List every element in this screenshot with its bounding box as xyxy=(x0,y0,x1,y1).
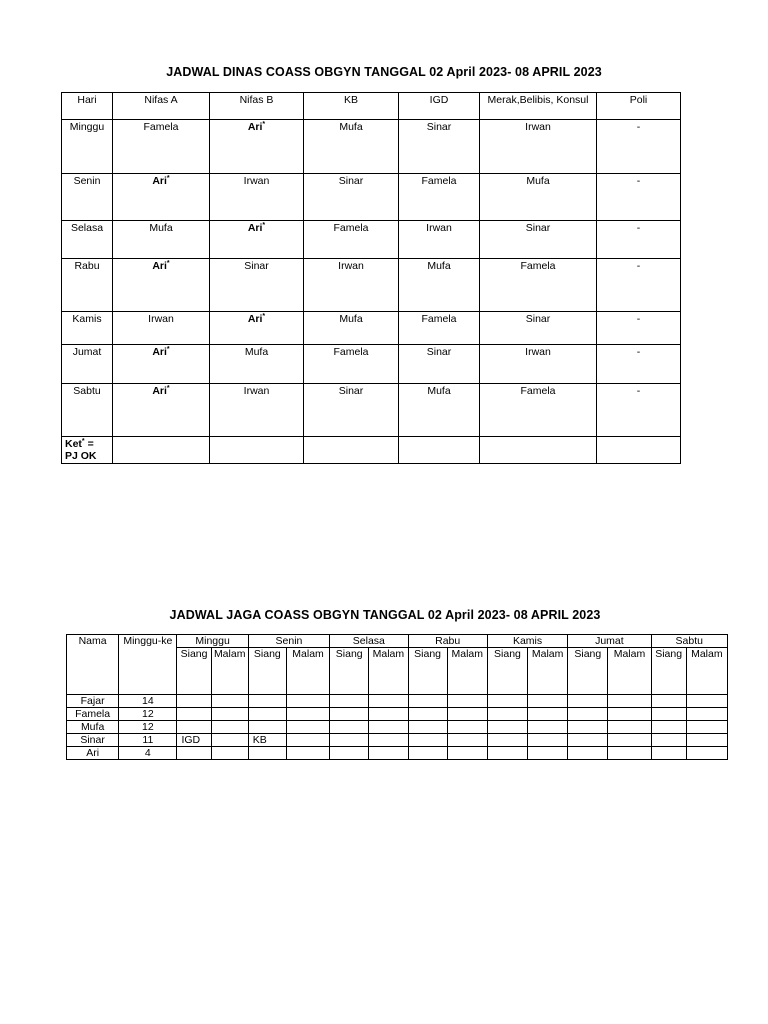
schedule-cell xyxy=(210,221,304,259)
duty-shift-cell xyxy=(211,747,248,760)
duty-shift-cell xyxy=(651,747,686,760)
schedule-header-cell: Nifas B xyxy=(210,93,304,120)
schedule-note-empty-cell xyxy=(210,437,304,464)
schedule-header-cell: Merak,Belibis, Konsul xyxy=(480,93,597,120)
schedule-cell-name: Ari* xyxy=(152,175,170,187)
note-line-2: PJ OK xyxy=(65,450,97,462)
duty-shift-cell xyxy=(568,695,608,708)
schedule-cell-name: Ari* xyxy=(152,346,170,358)
duty-shift-cell xyxy=(528,747,568,760)
schedule-cell: Sinar xyxy=(304,384,399,437)
pj-ok-marker: * xyxy=(81,438,85,445)
schedule-cell: Mufa xyxy=(304,120,399,174)
schedule-cell-name: Ari* xyxy=(152,260,170,272)
schedule-cell: - xyxy=(597,384,681,437)
schedule-row xyxy=(62,221,681,259)
duty-week-cell: 12 xyxy=(119,721,177,734)
schedule-day-cell: Minggu xyxy=(62,120,113,174)
schedule-header-cell: Hari xyxy=(62,93,113,120)
duty-shift-cell xyxy=(211,708,248,721)
schedule-cell xyxy=(113,384,210,437)
schedule-row xyxy=(62,312,681,345)
schedule-cell: Sinar xyxy=(210,259,304,312)
schedule-table xyxy=(61,92,681,464)
schedule-note-cell xyxy=(62,437,113,464)
duty-subheader-malam: Malam xyxy=(286,648,329,695)
duty-subheader-malam: Malam xyxy=(686,648,727,695)
duty-row xyxy=(67,734,728,747)
duty-shift-cell xyxy=(286,721,329,734)
duty-row xyxy=(67,747,728,760)
schedule-note-empty-cell xyxy=(304,437,399,464)
pj-ok-marker: * xyxy=(262,313,266,320)
schedule-cell: Famela xyxy=(480,259,597,312)
duty-subheader-siang: Siang xyxy=(408,648,447,695)
duty-shift-cell xyxy=(608,708,651,721)
duty-shift-cell xyxy=(528,734,568,747)
duty-shift-cell xyxy=(211,734,248,747)
duty-shift-cell xyxy=(487,695,527,708)
schedule-cell: Mufa xyxy=(480,174,597,221)
schedule-cell: Sinar xyxy=(399,345,480,384)
duty-shift-cell xyxy=(651,721,686,734)
duty-shift-cell xyxy=(447,708,487,721)
duty-shift-cell xyxy=(286,708,329,721)
duty-header-day: Selasa xyxy=(330,635,408,648)
duty-shift-cell xyxy=(487,747,527,760)
duty-shift-cell xyxy=(528,708,568,721)
duty-shift-cell xyxy=(686,708,727,721)
duty-subheader-malam: Malam xyxy=(369,648,408,695)
pj-ok-marker: * xyxy=(166,385,170,392)
duty-table xyxy=(66,634,728,760)
duty-shift-cell xyxy=(651,708,686,721)
duty-shift-cell xyxy=(608,721,651,734)
duty-shift-cell xyxy=(408,708,447,721)
duty-name-cell: Sinar xyxy=(67,734,119,747)
schedule-cell: - xyxy=(597,221,681,259)
duty-shift-cell xyxy=(286,695,329,708)
pj-ok-marker: * xyxy=(262,222,266,229)
schedule-header-cell: IGD xyxy=(399,93,480,120)
duty-shift-cell xyxy=(369,708,408,721)
duty-shift-cell xyxy=(568,721,608,734)
duty-shift-cell xyxy=(408,695,447,708)
schedule-cell: Famela xyxy=(399,312,480,345)
schedule-cell-name: Ari* xyxy=(247,313,266,325)
schedule-cell: Mufa xyxy=(399,259,480,312)
schedule-title: JADWAL DINAS COASS OBGYN TANGGAL 02 April 2023- 08 APRIL 2023 xyxy=(166,65,602,79)
schedule-cell: - xyxy=(597,174,681,221)
duty-header-minggu-ke: Minggu-ke xyxy=(119,635,177,695)
schedule-cell: Famela xyxy=(113,120,210,174)
duty-shift-cell xyxy=(330,734,369,747)
duty-shift-cell xyxy=(528,695,568,708)
duty-shift-cell xyxy=(330,721,369,734)
schedule-cell: Mufa xyxy=(304,312,399,345)
duty-shift-cell xyxy=(528,721,568,734)
duty-name-cell: Fajar xyxy=(67,695,119,708)
duty-header-day: Senin xyxy=(248,635,329,648)
schedule-cell: Irwan xyxy=(210,384,304,437)
schedule-cell: - xyxy=(597,312,681,345)
duty-shift-cell xyxy=(487,721,527,734)
schedule-cell xyxy=(113,345,210,384)
duty-shift-cell xyxy=(608,747,651,760)
schedule-day-cell: Kamis xyxy=(62,312,113,345)
schedule-cell: - xyxy=(597,120,681,174)
duty-name-cell: Famela xyxy=(67,708,119,721)
duty-shift-cell xyxy=(211,721,248,734)
duty-shift-cell xyxy=(369,721,408,734)
duty-shift-cell xyxy=(568,708,608,721)
duty-shift-cell xyxy=(408,734,447,747)
duty-shift-cell xyxy=(369,747,408,760)
schedule-row xyxy=(62,345,681,384)
schedule-cell: Mufa xyxy=(210,345,304,384)
schedule-cell: Famela xyxy=(399,174,480,221)
duty-shift-cell xyxy=(330,747,369,760)
duty-header-day: Kamis xyxy=(487,635,567,648)
schedule-day-cell: Senin xyxy=(62,174,113,221)
duty-shift-cell xyxy=(408,747,447,760)
duty-name-cell: Ari xyxy=(67,747,119,760)
duty-subheader-siang: Siang xyxy=(330,648,369,695)
duty-shift-cell: KB xyxy=(248,734,286,747)
duty-row xyxy=(67,708,728,721)
schedule-row xyxy=(62,384,681,437)
schedule-day-cell: Selasa xyxy=(62,221,113,259)
duty-subheader-siang: Siang xyxy=(651,648,686,695)
duty-subheader-malam: Malam xyxy=(608,648,651,695)
duty-header-day: Minggu xyxy=(177,635,248,648)
schedule-cell: Irwan xyxy=(304,259,399,312)
duty-shift-cell xyxy=(330,695,369,708)
duty-shift-cell xyxy=(568,734,608,747)
duty-week-cell: 14 xyxy=(119,695,177,708)
schedule-note-empty-cell xyxy=(597,437,681,464)
duty-shift-cell xyxy=(447,721,487,734)
duty-shift-cell xyxy=(248,695,286,708)
duty-shift-cell xyxy=(651,695,686,708)
pj-ok-marker: * xyxy=(166,260,170,267)
duty-shift-cell xyxy=(447,695,487,708)
schedule-cell xyxy=(210,312,304,345)
duty-shift-cell xyxy=(686,695,727,708)
duty-shift-cell xyxy=(248,721,286,734)
schedule-cell-name: Ari* xyxy=(247,121,266,133)
schedule-cell: Sinar xyxy=(304,174,399,221)
duty-title: JADWAL JAGA COASS OBGYN TANGGAL 02 April 2023- 08 APRIL 2023 xyxy=(169,608,601,622)
duty-subheader-siang: Siang xyxy=(568,648,608,695)
duty-week-cell: 4 xyxy=(119,747,177,760)
duty-name-cell: Mufa xyxy=(67,721,119,734)
schedule-cell: Irwan xyxy=(113,312,210,345)
duty-shift-cell xyxy=(686,721,727,734)
duty-shift-cell xyxy=(408,721,447,734)
duty-subheader-malam: Malam xyxy=(447,648,487,695)
duty-shift-cell xyxy=(447,747,487,760)
schedule-cell xyxy=(210,120,304,174)
schedule-cell: Sinar xyxy=(480,221,597,259)
schedule-cell xyxy=(113,259,210,312)
duty-shift-cell xyxy=(248,708,286,721)
duty-header-day: Rabu xyxy=(408,635,487,648)
duty-shift-cell xyxy=(686,734,727,747)
duty-shift-cell xyxy=(369,734,408,747)
pj-ok-marker: * xyxy=(166,346,170,353)
duty-header-row xyxy=(67,635,728,648)
duty-subheader-siang: Siang xyxy=(487,648,527,695)
schedule-cell: Famela xyxy=(304,221,399,259)
duty-shift-cell xyxy=(177,708,211,721)
schedule-day-cell: Rabu xyxy=(62,259,113,312)
schedule-cell: Irwan xyxy=(399,221,480,259)
schedule-cell: Irwan xyxy=(210,174,304,221)
schedule-cell-name: Ari* xyxy=(152,385,170,397)
duty-shift-cell xyxy=(286,747,329,760)
duty-shift-cell xyxy=(686,747,727,760)
duty-shift-cell xyxy=(447,734,487,747)
duty-shift-cell xyxy=(248,747,286,760)
schedule-cell: Irwan xyxy=(480,345,597,384)
duty-shift-cell xyxy=(568,747,608,760)
duty-shift-cell xyxy=(487,734,527,747)
duty-shift-cell xyxy=(608,734,651,747)
schedule-cell: Famela xyxy=(480,384,597,437)
schedule-note-empty-cell xyxy=(399,437,480,464)
duty-shift-cell xyxy=(330,708,369,721)
duty-week-cell: 11 xyxy=(119,734,177,747)
duty-shift-cell xyxy=(369,695,408,708)
schedule-cell: Mufa xyxy=(399,384,480,437)
duty-shift-cell xyxy=(177,747,211,760)
pj-ok-marker: * xyxy=(262,121,266,128)
duty-subheader-malam: Malam xyxy=(528,648,568,695)
schedule-note-empty-cell xyxy=(480,437,597,464)
duty-header-nama: Nama xyxy=(67,635,119,695)
schedule-cell xyxy=(113,174,210,221)
duty-header-day: Sabtu xyxy=(651,635,727,648)
schedule-note-row xyxy=(62,437,681,464)
schedule-cell: Famela xyxy=(304,345,399,384)
schedule-cell: Mufa xyxy=(113,221,210,259)
duty-shift-cell xyxy=(177,695,211,708)
schedule-row xyxy=(62,259,681,312)
schedule-note-empty-cell xyxy=(113,437,210,464)
note-line-1: Ket* = xyxy=(65,438,94,450)
schedule-cell: Sinar xyxy=(480,312,597,345)
duty-subheader-malam: Malam xyxy=(211,648,248,695)
duty-header-day: Jumat xyxy=(568,635,651,648)
schedule-cell: - xyxy=(597,345,681,384)
schedule-cell: Irwan xyxy=(480,120,597,174)
duty-shift-cell xyxy=(177,721,211,734)
schedule-header-cell: Nifas A xyxy=(113,93,210,120)
schedule-header-cell: Poli xyxy=(597,93,681,120)
pj-ok-marker: * xyxy=(166,175,170,182)
duty-shift-cell: IGD xyxy=(177,734,211,747)
duty-week-cell: 12 xyxy=(119,708,177,721)
schedule-day-cell: Sabtu xyxy=(62,384,113,437)
schedule-cell: - xyxy=(597,259,681,312)
schedule-cell-name: Ari* xyxy=(247,222,266,234)
duty-shift-cell xyxy=(211,695,248,708)
duty-shift-cell xyxy=(286,734,329,747)
duty-shift-cell xyxy=(608,695,651,708)
schedule-header-cell: KB xyxy=(304,93,399,120)
duty-row xyxy=(67,695,728,708)
duty-subheader-siang: Siang xyxy=(248,648,286,695)
duty-shift-cell xyxy=(487,708,527,721)
schedule-row xyxy=(62,120,681,174)
schedule-header-row xyxy=(62,93,681,120)
schedule-day-cell: Jumat xyxy=(62,345,113,384)
schedule-row xyxy=(62,174,681,221)
duty-shift-cell xyxy=(651,734,686,747)
schedule-cell: Sinar xyxy=(399,120,480,174)
duty-subheader-siang: Siang xyxy=(177,648,211,695)
duty-row xyxy=(67,721,728,734)
